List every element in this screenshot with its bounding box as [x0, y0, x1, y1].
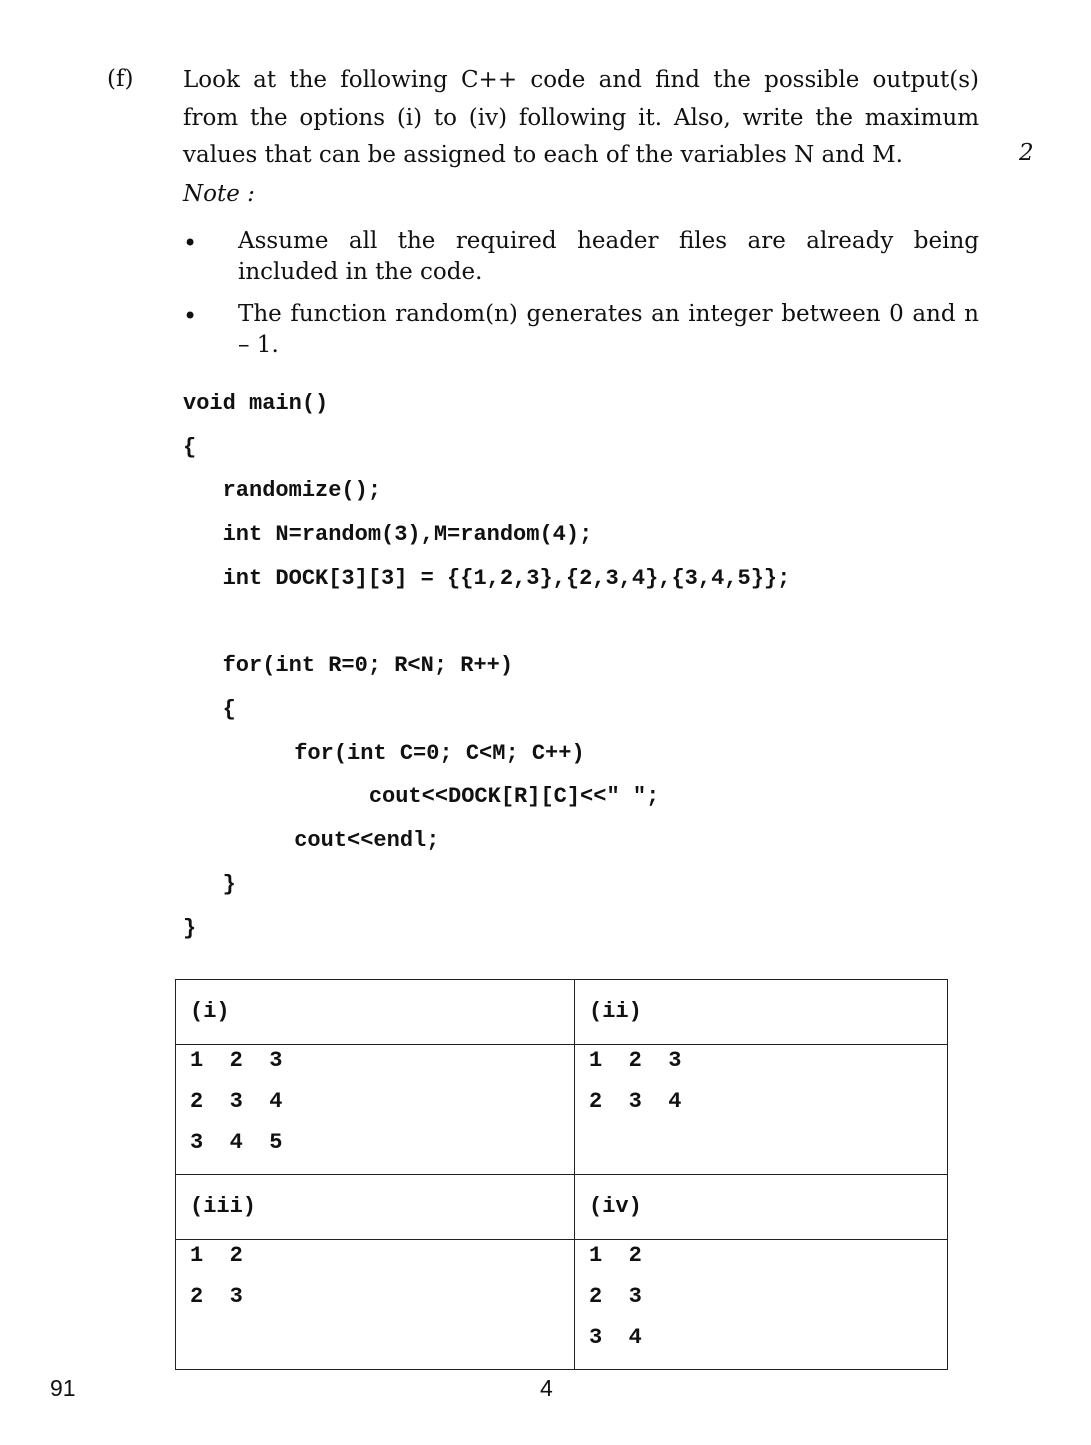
output-line: 1 2 3 — [190, 1048, 283, 1073]
option-output — [575, 1045, 948, 1175]
code-line: randomize(); — [183, 478, 382, 503]
option-output — [176, 1240, 575, 1370]
page-number: 4 — [540, 1375, 553, 1401]
output-line: 1 2 — [589, 1243, 642, 1268]
question-marks: 2 — [1019, 140, 1034, 166]
bullet-icon: • — [183, 229, 198, 257]
option-label: (i) — [176, 980, 575, 1045]
option-label: (iv) — [575, 1175, 948, 1240]
code-line: cout<<DOCK[R][C]<<" "; — [250, 784, 660, 809]
option-output — [575, 1240, 948, 1370]
output-line: 2 3 4 — [190, 1089, 283, 1114]
bullet-icon: • — [183, 302, 198, 330]
code-line: { — [183, 435, 197, 460]
note-item-2: The function random(n) generates an integer between 0 and n – 1. — [238, 301, 979, 358]
option-label: (iii) — [176, 1175, 575, 1240]
options-table — [175, 979, 948, 1370]
code-line: void main() — [183, 391, 329, 416]
code-line: for(int C=0; C<M; C++) — [215, 741, 585, 766]
paper-code: 91 — [50, 1375, 76, 1401]
output-line: 2 3 — [589, 1284, 642, 1309]
output-line: 1 2 — [190, 1243, 243, 1268]
output-line: 2 3 4 — [589, 1089, 682, 1114]
code-line: int DOCK[3][3] = {{1,2,3},{2,3,4},{3,4,5}}; — [183, 566, 791, 591]
code-line: int N=random(3),M=random(4); — [183, 522, 593, 547]
code-line: } — [183, 916, 197, 941]
output-line: 3 4 — [589, 1325, 642, 1350]
option-label: (ii) — [575, 980, 948, 1045]
option-output — [176, 1045, 575, 1175]
question-text: Look at the following C++ code and find the possible output(s) from the options (i) to (iv) following it. Also, write the maximum values that can be assigned to each of the variables N and M. — [183, 67, 979, 168]
note-label: Note : — [183, 181, 255, 207]
question-label: (f) — [107, 66, 134, 92]
code-line: { — [183, 697, 236, 722]
output-line: 3 4 5 — [190, 1130, 283, 1155]
code-line: cout<<endl; — [215, 828, 440, 853]
output-line: 2 3 — [190, 1284, 243, 1309]
note-item-1: Assume all the required header files are already being included in the code. — [238, 228, 979, 285]
code-line: for(int R=0; R<N; R++) — [183, 653, 514, 678]
output-line: 1 2 3 — [589, 1048, 682, 1073]
code-line: } — [183, 872, 236, 897]
